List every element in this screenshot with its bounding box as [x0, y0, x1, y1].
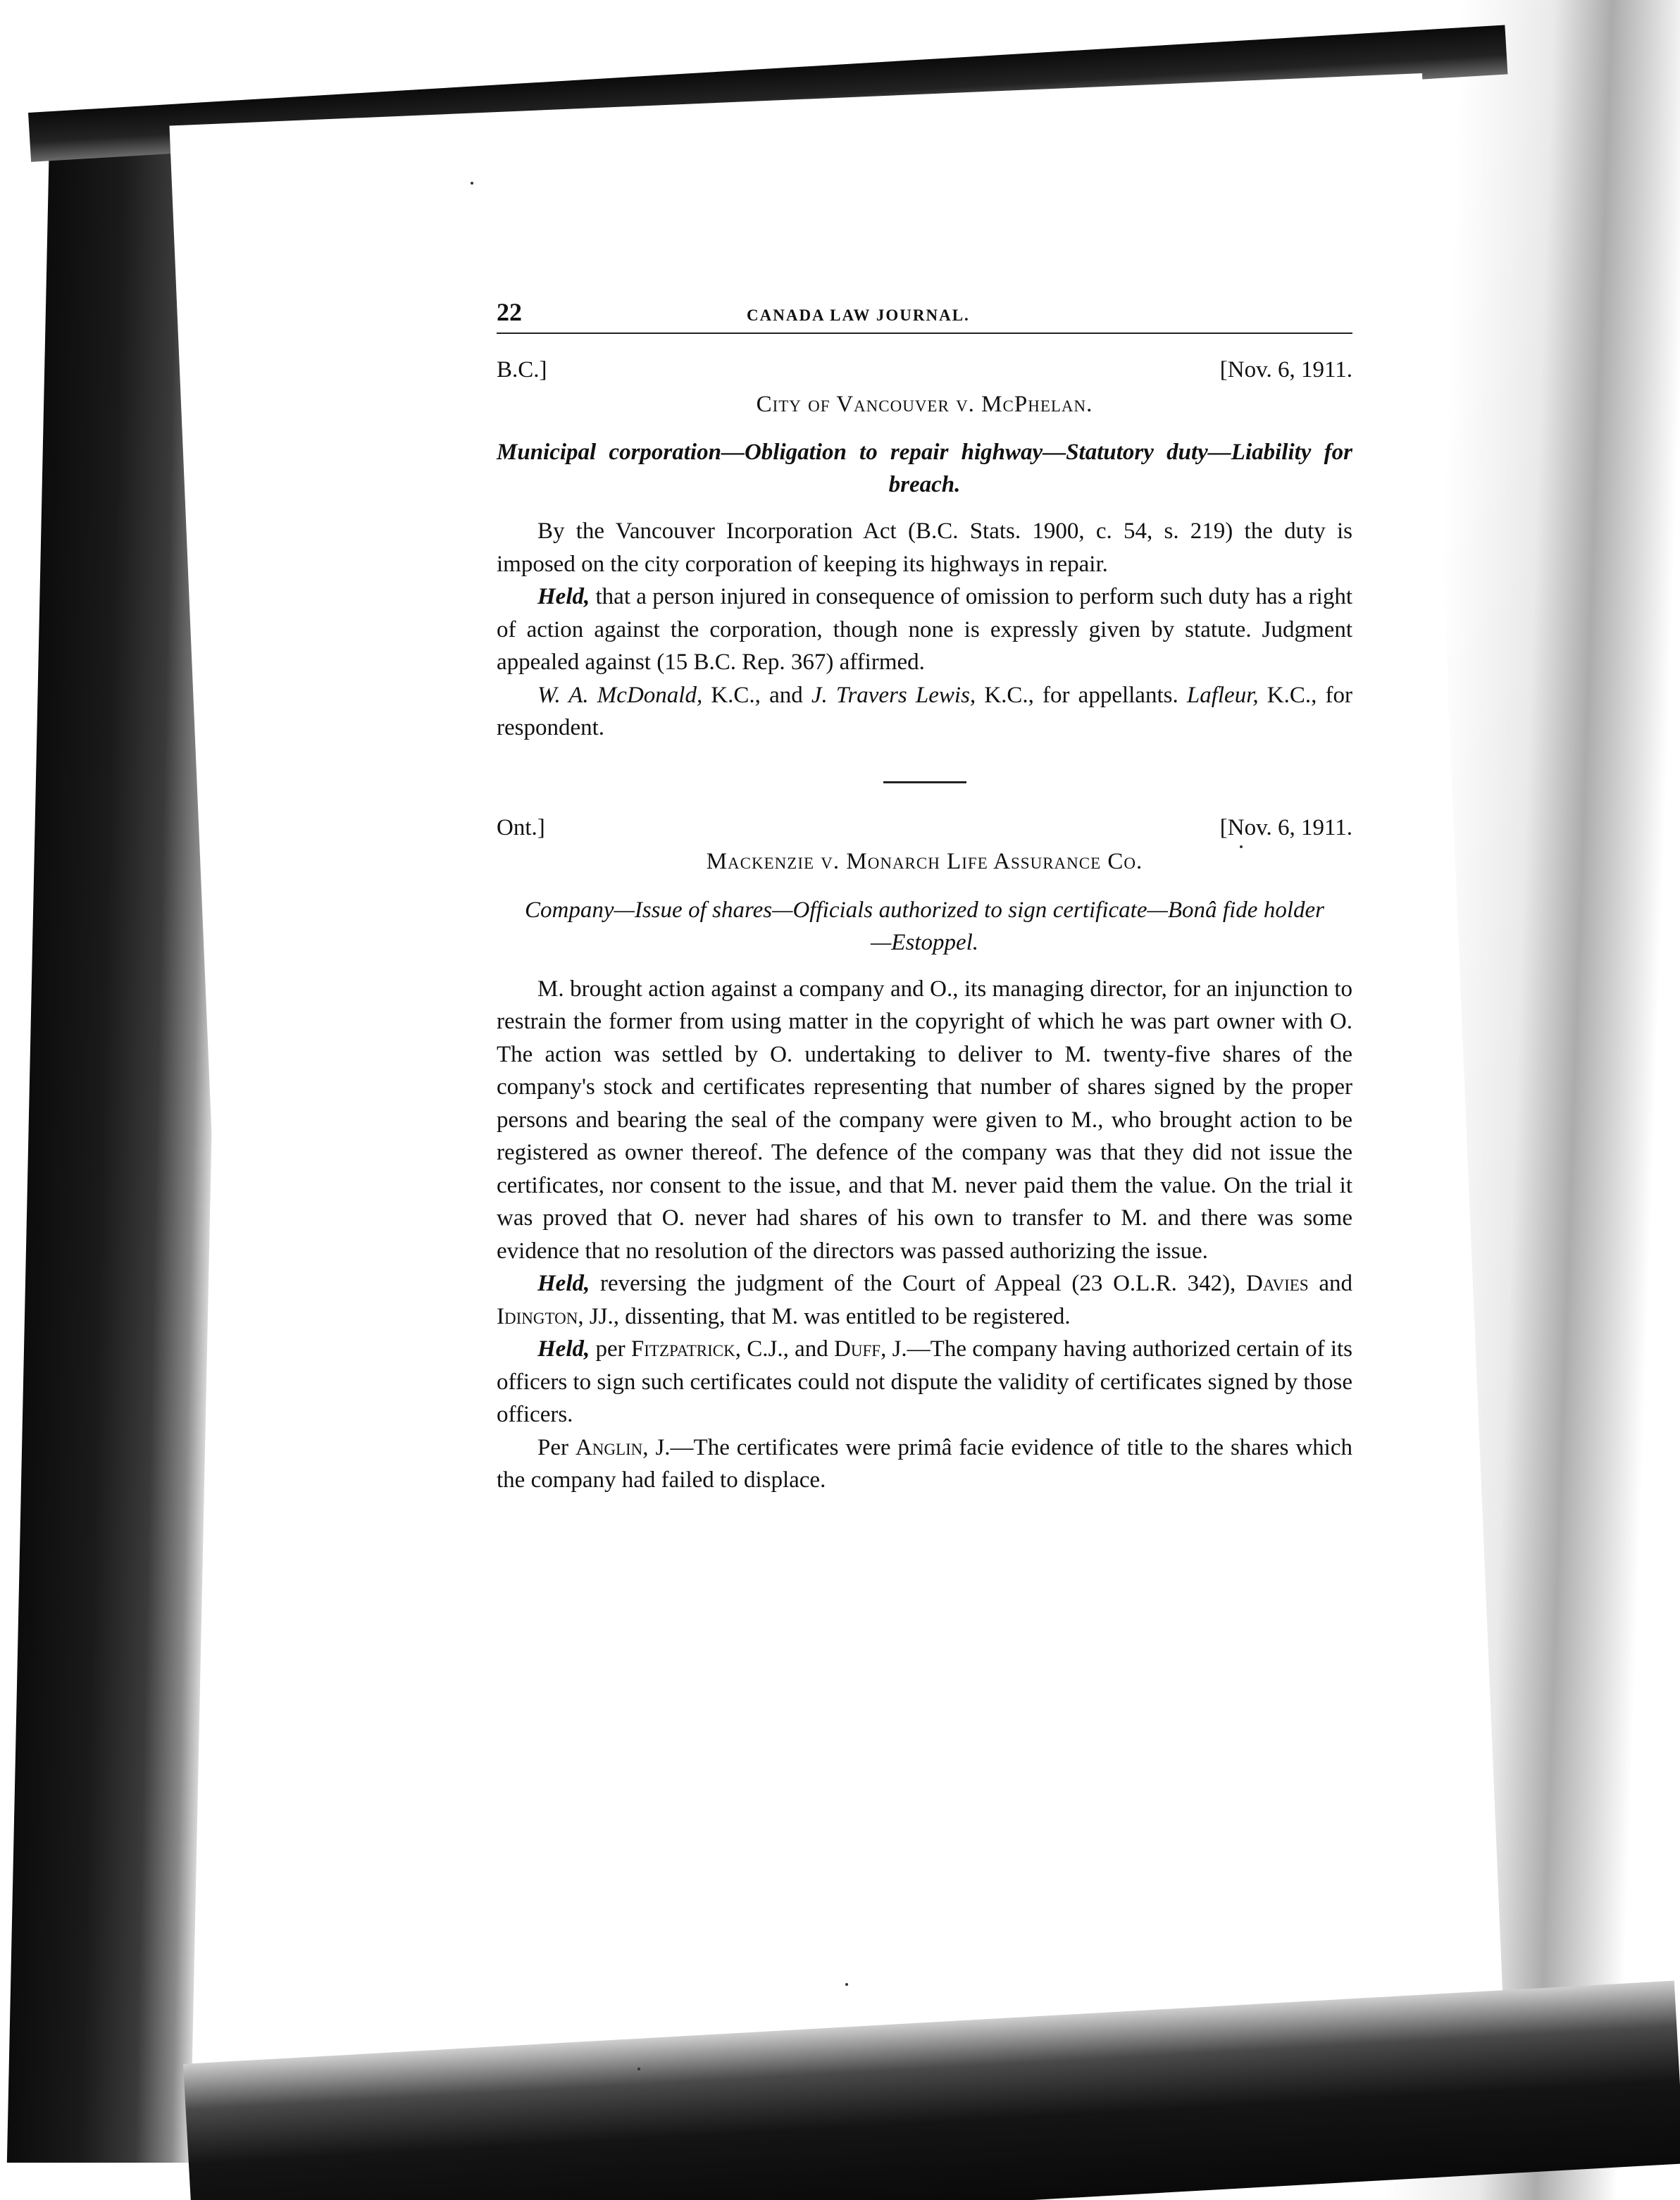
- paragraph-text: M. brought action against a company and O., its managing director, for an injunction to restrain the former from using matter in the copyright of which he was part owner with O. The action was settled by O. undertaking to deliver to M. twenty-five shares of the company's stock and certificates representing that number of shares signed by the proper persons and bearing the seal of the company were given to M., who brought action to be registered as owner thereof. The defence of the company was that they did not issue the certificates, nor consent to the issue, and that M. never paid them the value. On the trial it was proved that O. never had shares of his own to transfer to M. and there was some evidence that no resolution of the directors was passed authorizing the issue.: [497, 976, 1352, 1264]
- paragraph-text: Per: [537, 1434, 575, 1460]
- judge-name: Fitzpatrick: [630, 1336, 735, 1362]
- headnote: Company—Issue of shares—Officials authorized to sign certificate—Bonâ fide holder—Estoppel.: [525, 897, 1324, 955]
- paragraph-text: , J.—The company having authorized certain of its officers to sign such certificates could not dispute the validity of certificates signed by those officers.: [497, 1336, 1352, 1427]
- counsel-text: K.C., and: [702, 682, 811, 708]
- counsel-name: W. A. McDonald,: [537, 682, 703, 708]
- paragraph-text: , JJ., dissenting, that M. was entitled to be registered.: [578, 1303, 1071, 1329]
- paragraph-text: , C.J., and: [735, 1336, 835, 1362]
- court-line: [497, 354, 1352, 387]
- journal-title: CANADA LAW JOURNAL.: [747, 306, 970, 324]
- paragraph: [497, 580, 1352, 679]
- judge-name: Duff: [834, 1336, 881, 1362]
- court-name: Ont.]: [497, 814, 545, 840]
- held-lead: Held,: [537, 584, 590, 609]
- case-report: [497, 812, 1352, 1497]
- paragraph: [497, 515, 1352, 580]
- counsel-name: J. Travers Lewis,: [811, 682, 976, 708]
- case-report: [497, 354, 1352, 745]
- counsel-paragraph: [497, 679, 1352, 745]
- judge-name: Idington: [497, 1303, 578, 1329]
- counsel-text: K.C., for respondent.: [497, 682, 1352, 740]
- headnote: Municipal corporation—Obligation to repair highway—Statutory duty—Liability for breach.: [497, 440, 1352, 497]
- running-head: [497, 296, 1352, 334]
- paragraph-text: and: [1308, 1271, 1352, 1296]
- paragraph: [497, 973, 1352, 1268]
- counsel-text: K.C., for appellants.: [976, 682, 1187, 708]
- section-divider: [883, 781, 966, 783]
- case-title: Mackenzie v. Monarch Life Assurance Co.: [706, 849, 1143, 874]
- held-lead: Held,: [537, 1271, 590, 1296]
- counsel-name: Lafleur,: [1186, 682, 1259, 708]
- paragraph-text: reversing the judgment of the Court of Appeal (23 O.L.R. 342),: [590, 1271, 1247, 1296]
- paragraph-text: that a person injured in consequence of omission to perform such duty has a right of action against the corporation, though none is expressly given by statute. Judgment appealed against (15 B.C. Rep. 367) affirmed.: [497, 584, 1352, 675]
- page-text: [497, 296, 1352, 1497]
- paragraph-text: By the Vancouver Incorporation Act (B.C. Stats. 1900, c. 54, s. 219) the duty is imposed on the city corporation of keeping its highways in repair.: [497, 518, 1352, 577]
- speck: [637, 2068, 640, 2070]
- speck: [471, 182, 473, 185]
- held-paragraph: [497, 1333, 1352, 1431]
- held-lead: Held,: [537, 1336, 590, 1362]
- per-paragraph: [497, 1431, 1352, 1497]
- decision-date: [Nov. 6, 1911.: [1219, 814, 1352, 840]
- paragraph-text: per: [590, 1336, 631, 1362]
- paragraph-text: , J.—The certificates were primâ facie evidence of title to the shares which the company had failed to displace.: [497, 1434, 1352, 1493]
- decision-date: [Nov. 6, 1911.: [1219, 357, 1352, 383]
- court-line: [497, 812, 1352, 845]
- judge-name: Davies: [1246, 1271, 1309, 1296]
- case-title: City of Vancouver v. McPhelan.: [756, 391, 1093, 417]
- speck: [845, 1983, 848, 1986]
- judge-name: Anglin: [575, 1434, 643, 1460]
- court-name: B.C.]: [497, 357, 547, 383]
- held-paragraph: [497, 1267, 1352, 1333]
- page-number: 22: [497, 298, 522, 326]
